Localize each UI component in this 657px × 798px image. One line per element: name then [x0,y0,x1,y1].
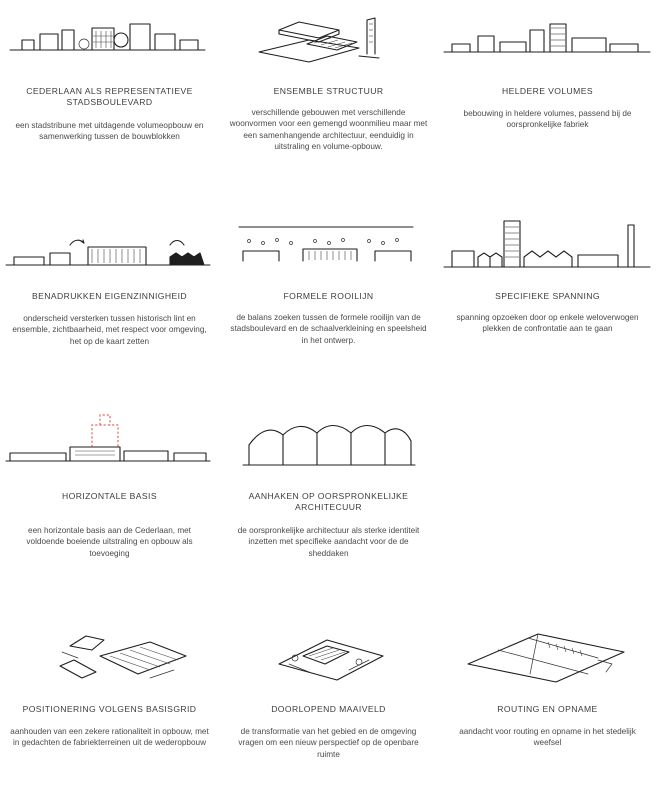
card-horizontale-basis [0,405,219,595]
card-title: POSITIONERING VOLGENS BASISGRID [22,704,197,714]
card-description: een horizontale basis aan de Cederlaan, met voldoende boeiende uitstraling en opbouw als toevoeging [26,526,193,558]
sketch-formele-rooilijn [219,205,438,285]
card-heldere-volumes [438,0,657,190]
card-description: verschillende gebouwen met verschillende woonvormen voor een gemengd woonmilieu maar met een samenhangende architectuur, eenduidig in uitstraling en volume-opbouw. [229,108,428,152]
sketch-cederlaan [0,0,219,80]
card-basisgrid [0,612,219,798]
card-description: de oorspronkelijke architectuur als sterke identiteit inzetten met specifieke aandacht voor de de sheddaken [237,526,420,558]
card-formele-rooilijn [219,205,438,395]
card-description: aandacht voor routing en opname in het stedelijk weefsel [459,727,636,748]
card-eigenzinnigheid [0,205,219,395]
card-description: aanhouden van een zekere rationaliteit in opbouw, met in gedachten de fabriekterreinen uit de wederopbouw [10,727,209,748]
card-description: een stadstribune met uitdagende volumeopbouw en samenwerking tussen de bouwblokken [15,121,204,142]
card-title: BENADRUKKEN EIGENZINNIGHEID [31,291,187,301]
card-description: bebouwing in heldere volumes, passend bij de oorspronkelijke fabriek [463,109,632,130]
card-title: SPECIFIEKE SPANNING [495,291,600,301]
card-ensemble [219,0,438,190]
card-routing [438,612,657,798]
card-specifieke-spanning [438,205,657,395]
card-title: ROUTING EN OPNAME [497,704,598,714]
sketch-specifieke-spanning [438,205,657,285]
card-description: onderscheid versterken tussen historisch lint en ensemble, zichtbaarheid, met respect voor omgeving, het op de kaart zetten [12,314,207,346]
sketch-basisgrid [0,612,219,692]
card-title: FORMELE ROOILIJN [283,291,374,301]
card-title: ENSEMBLE STRUCTUUR [273,86,384,96]
sketch-heldere-volumes [438,0,657,80]
card-oorspronkelijke-architectuur [219,405,438,595]
card-title: AANHAKEN OP OORSPRONKELIJKE ARCHITECUUR [248,491,409,512]
sketch-sheddaken [219,405,438,485]
card-description: de balans zoeken tussen de formele rooilijn van de stadsboulevard en de schaalverkleining en speelsheid in het ontwerp. [230,313,427,345]
card-description: spanning opzoeken door op enkele weloverwogen plekken de confrontatie aan te gaan [456,313,639,334]
card-title: DOORLOPEND MAAIVELD [271,704,386,714]
card-maaiveld [219,612,438,798]
sketch-eigenzinnigheid [0,205,219,285]
card-description: de transformatie van het gebied en de omgeving vragen om een nieuw perspectief op de openbare ruimte [238,727,419,759]
sketch-routing [438,612,657,692]
card-cederlaan [0,0,219,190]
card-title: HELDERE VOLUMES [501,86,593,96]
card-title: CEDERLAAN ALS REPRESENTATIEVE STADSBOULEVARD [26,86,193,107]
card-title: HORIZONTALE BASIS [62,491,157,501]
sketch-maaiveld [219,612,438,692]
sketch-ensemble [219,0,438,80]
sketch-horizontale-basis [0,405,219,485]
